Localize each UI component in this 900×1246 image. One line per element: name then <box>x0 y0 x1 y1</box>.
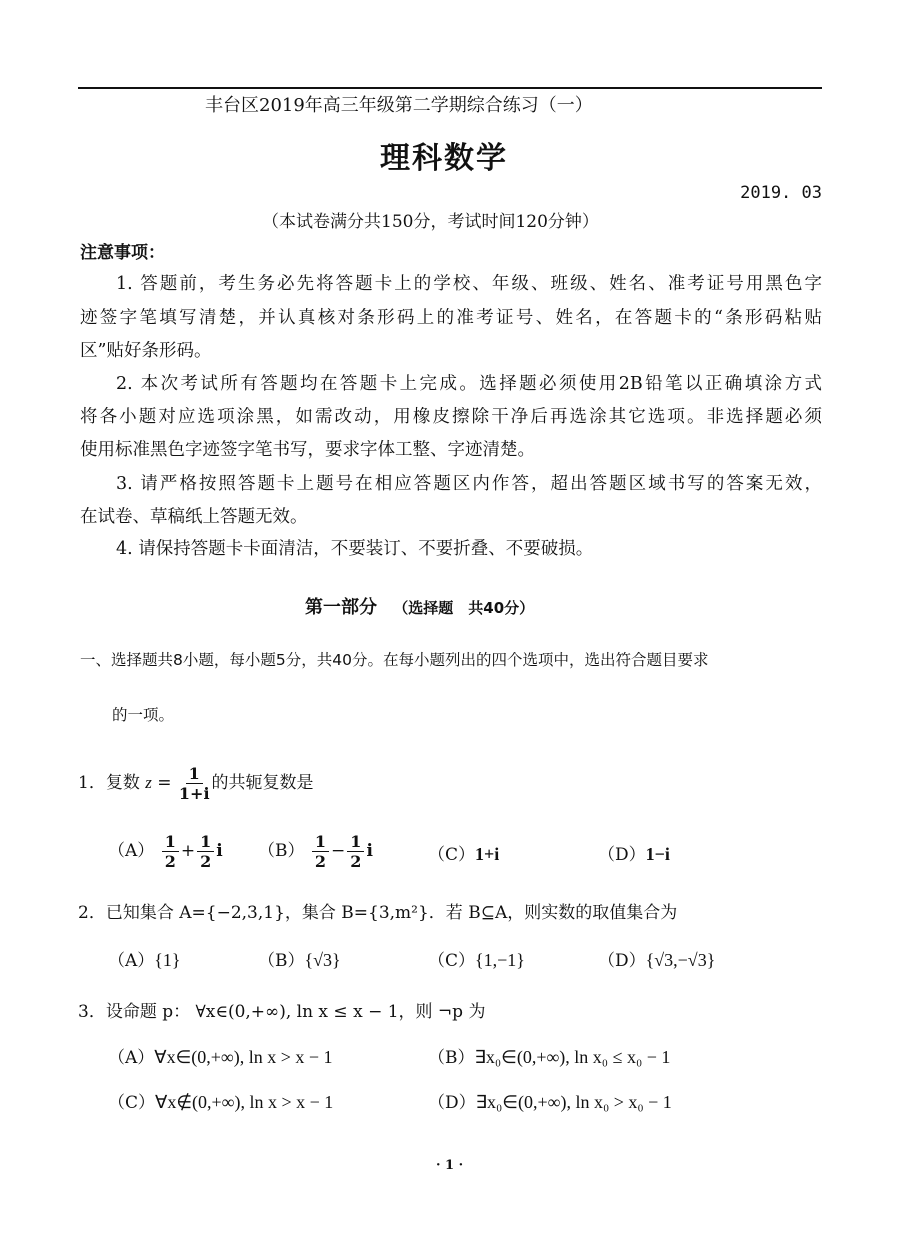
q1-option-b[interactable] <box>258 832 373 871</box>
option-text: ∀x∈(0,+∞), ln x > x − 1 <box>154 1047 333 1067</box>
option-label: （B） <box>428 1048 475 1068</box>
question-2 <box>78 898 677 923</box>
option-text: ∃x₀∈(0,+∞), ln x₀ > x₀ − 1 <box>475 1092 672 1112</box>
section-title-text: 第一部分 <box>305 597 377 618</box>
option-label: （A） <box>108 841 155 861</box>
note-line: 1. 答题前，考生务必先将答题卡上的学校、年级、班级、姓名、准考证号用黑色字 <box>116 274 822 294</box>
question-stem: 复数 <box>105 773 140 793</box>
q3-option-d[interactable] <box>428 1088 672 1113</box>
q3-option-b[interactable] <box>428 1043 670 1068</box>
exam-subtitle: 丰台区2019年高三年级第二学期综合练习（一） <box>205 95 593 116</box>
question-stem: 的共轭复数是 <box>211 773 314 793</box>
option-label: （B） <box>258 951 305 971</box>
option-text: {√3} <box>304 950 341 970</box>
option-text: 1+i <box>475 844 500 864</box>
option-text: {√3,−√3} <box>645 950 716 970</box>
note-line: 4. 请保持答题卡卡面清洁，不要装订、不要折叠、不要破损。 <box>116 539 594 559</box>
option-text: 1−i <box>645 844 670 864</box>
question-number: 2． <box>78 903 106 923</box>
numerator: 1 <box>312 832 329 852</box>
option-label: （D） <box>598 845 646 865</box>
denominator: 2 <box>350 852 362 871</box>
q2-option-a[interactable] <box>108 946 181 971</box>
fraction <box>197 832 214 871</box>
numerator: 1 <box>162 832 179 852</box>
q3-option-c[interactable] <box>108 1088 333 1113</box>
fraction <box>347 832 364 871</box>
note-line: 迹签字笔填写清楚，并认真核对条形码上的准考证号、姓名，在答题卡的“条形码粘贴 <box>80 308 822 328</box>
page-title: 理科数学 <box>380 141 508 176</box>
denominator: 2 <box>200 852 212 871</box>
option-label: （A） <box>108 1048 155 1068</box>
notes-heading: 注意事项： <box>80 243 165 263</box>
section-title <box>305 593 534 619</box>
page-number: · 1 · <box>436 1158 464 1173</box>
question-3 <box>78 997 485 1022</box>
variable: z <box>145 773 152 792</box>
operator: − <box>331 841 346 861</box>
section-note: （选择题 共40分） <box>393 599 535 617</box>
imaginary-unit: i <box>366 841 373 861</box>
option-label: （C） <box>428 845 476 865</box>
question-stem: 已知集合 A={−2,3,1}，集合 B={3,m²}．若 B⊆A，则实数的取值集合为 <box>105 903 678 923</box>
note-line: 在试卷、草稿纸上答题无效。 <box>80 507 308 527</box>
fraction <box>162 832 179 871</box>
q2-option-d[interactable] <box>598 946 715 971</box>
question-1 <box>78 764 314 803</box>
note-line: 3. 请严格按照答题卡上题号在相应答题区内作答，超出答题区域书写的答案无效， <box>116 474 822 494</box>
numerator: 1 <box>197 832 214 852</box>
operator: + <box>180 841 196 861</box>
fraction <box>312 832 329 871</box>
fraction <box>179 764 210 803</box>
exam-date: 2019. 03 <box>740 183 822 203</box>
denominator: 1+i <box>178 784 210 803</box>
question-number: 1． <box>78 773 106 793</box>
option-label: （C） <box>428 951 476 971</box>
imaginary-unit: i <box>216 841 223 861</box>
option-text: {1} <box>154 950 181 970</box>
note-line: 将各小题对应选项涂黑，如需改动，用橡皮擦除干净后再选涂其它选项。非选择题必须 <box>80 407 822 427</box>
q1-option-c[interactable] <box>428 840 499 865</box>
option-label: （A） <box>108 951 155 971</box>
q1-option-d[interactable] <box>598 840 670 865</box>
option-label: （C） <box>108 1093 156 1113</box>
option-label: （D） <box>598 951 646 971</box>
denominator: 2 <box>314 852 327 871</box>
option-label: （B） <box>258 841 305 861</box>
top-rule <box>78 87 822 89</box>
question-number: 3． <box>78 1002 106 1022</box>
note-line: 区”贴好条形码。 <box>80 341 212 361</box>
q2-option-b[interactable] <box>258 946 341 971</box>
denominator: 2 <box>164 852 176 871</box>
option-label: （D） <box>428 1093 476 1113</box>
exam-info: （本试卷满分共150分，考试时间120分钟） <box>262 212 599 232</box>
equals: = <box>151 773 177 793</box>
note-line: 使用标准黑色字迹签字笔书写，要求字体工整、字迹清楚。 <box>80 440 535 460</box>
section-instruction: 一、选择题共8小题，每小题5分，共40分。在每小题列出的四个选项中，选出符合题目要求 <box>80 651 709 669</box>
q3-option-a[interactable] <box>108 1043 333 1068</box>
numerator: 1 <box>347 832 364 852</box>
option-text: {1,−1} <box>475 950 525 970</box>
section-instruction-cont: 的一项。 <box>112 706 175 724</box>
option-text: ∃x₀∈(0,+∞), ln x₀ ≤ x₀ − 1 <box>474 1047 671 1067</box>
question-stem: 设命题 p： ∀x∈(0,+∞), ln x ≤ x − 1，则 ¬p 为 <box>105 1002 486 1022</box>
q1-option-a[interactable] <box>108 832 223 871</box>
note-line: 2. 本次考试所有答题均在答题卡上完成。选择题必须使用2B铅笔以正确填涂方式 <box>116 374 822 394</box>
option-text: ∀x∉(0,+∞), ln x > x − 1 <box>155 1092 334 1112</box>
numerator: 1 <box>186 764 203 784</box>
q2-option-c[interactable] <box>428 946 525 971</box>
